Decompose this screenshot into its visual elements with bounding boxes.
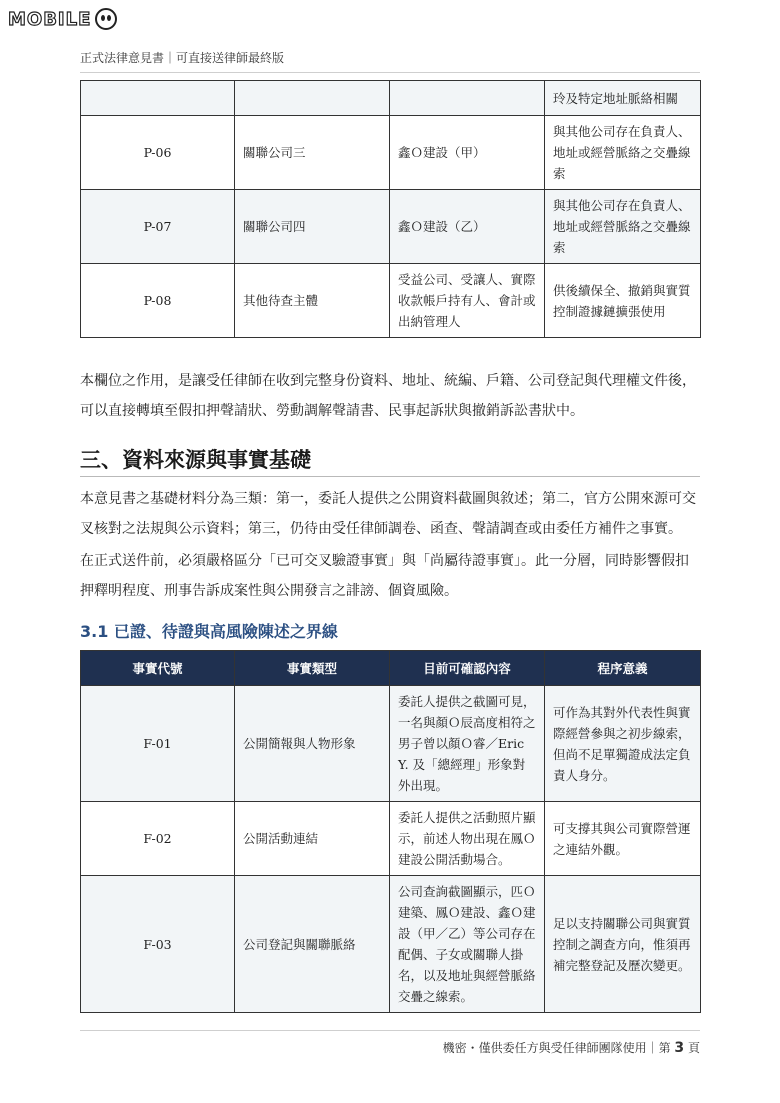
table-cell: F-03 xyxy=(81,876,235,1013)
table-cell: P-06 xyxy=(81,116,235,190)
party-table-continued xyxy=(80,80,701,338)
table-cell: 足以支持關聯公司與實質控制之調查方向，惟須再補完整登記及歷次變更。 xyxy=(545,876,701,1013)
table-cell: 可支撐其與公司實際營運之連結外觀。 xyxy=(545,802,701,876)
mobile01-logo xyxy=(8,6,117,32)
section-divider xyxy=(80,476,700,477)
table-row xyxy=(81,264,701,338)
table-cell: F-02 xyxy=(81,802,235,876)
subsection-heading: 3.1 已證、待證與高風險陳述之界線 xyxy=(80,622,338,641)
column-header: 事實類型 xyxy=(235,651,390,686)
section-heading: 三、資料來源與事實基礎 xyxy=(80,448,311,472)
table-cell: 委託人提供之活動照片顯示，前述人物出現在鳳Ｏ建設公開活動場合。 xyxy=(390,802,545,876)
table-cell: 玲及特定地址脈絡相關 xyxy=(545,81,701,116)
table-cell: 供後續保全、撤銷與實質控制證據鏈擴張使用 xyxy=(545,264,701,338)
column-header: 事實代號 xyxy=(81,651,235,686)
table-cell: 受益公司、受讓人、實際收款帳戶持有人、會計或出納管理人 xyxy=(390,264,545,338)
footer-suffix: 頁 xyxy=(687,1041,700,1055)
logo-text: MOBILE xyxy=(8,8,92,30)
table-cell: F-01 xyxy=(81,686,235,802)
table-row xyxy=(81,116,701,190)
table-cell: 公開簡報與人物形象 xyxy=(235,686,390,802)
column-header: 程序意義 xyxy=(545,651,701,686)
footer-divider xyxy=(80,1030,700,1031)
table-cell: 鑫Ｏ建設（甲） xyxy=(390,116,545,190)
table-cell xyxy=(81,81,235,116)
table-cell: 可作為其對外代表性與實際經營參與之初步線索，但尚不足單獨證成法定負責人身分。 xyxy=(545,686,701,802)
footer-text: 機密・僅供委任方與受任律師團隊使用｜第 xyxy=(442,1041,671,1055)
table-cell: 公司登記與關聯脈絡 xyxy=(235,876,390,1013)
table-header-row xyxy=(81,651,701,686)
table-cell: 與其他公司存在負責人、地址或經營脈絡之交疊線索 xyxy=(545,190,701,264)
table-cell: 與其他公司存在負責人、地址或經營脈絡之交疊線索 xyxy=(545,116,701,190)
table-row xyxy=(81,686,701,802)
paragraph: 在正式送件前，必須嚴格區分「已可交叉驗證事實」與「尚屬待證事實」。此一分層，同時影響假扣押釋明程度、刑事告訴成案性與公開發言之誹謗、個資風險。 xyxy=(80,553,689,599)
table-cell xyxy=(235,81,390,116)
table-cell: 公司查詢截圖顯示，匹Ｏ建築、鳳Ｏ建設、鑫Ｏ建設（甲／乙）等公司存在配偶、子女或關聯人掛名，以及地址與經營脈絡交疊之線索。 xyxy=(390,876,545,1013)
paragraph: 本欄位之作用，是讓受任律師在收到完整身份資料、地址、統編、戶籍、公司登記與代理權文件後，可以直接轉填至假扣押聲請狀、勞動調解聲請書、民事起訴狀與撤銷訴訟書狀中。 xyxy=(80,373,696,419)
table-cell: 其他待查主體 xyxy=(235,264,390,338)
header-divider xyxy=(80,72,700,73)
table-cell: 關聯公司四 xyxy=(235,190,390,264)
table-cell: 關聯公司三 xyxy=(235,116,390,190)
table-row xyxy=(81,802,701,876)
table-row xyxy=(81,876,701,1013)
table-cell: P-07 xyxy=(81,190,235,264)
table-cell: P-08 xyxy=(81,264,235,338)
table-cell: 委託人提供之截圖可見，一名與顏Ｏ辰高度相符之男子曾以顏Ｏ睿／Eric Y. 及「總經理」形象對外出現。 xyxy=(390,686,545,802)
page-footer xyxy=(443,1039,700,1056)
table-cell xyxy=(390,81,545,116)
logo-face-icon xyxy=(95,8,117,30)
table-cell: 公開活動連結 xyxy=(235,802,390,876)
paragraph: 本意見書之基礎材料分為三類：第一，委託人提供之公開資料截圖與敘述；第二，官方公開來源可交叉核對之法規與公示資料；第三，仍待由受任律師調卷、函查、聲請調查或由委任方補件之事實。 xyxy=(80,491,696,537)
page-header: 正式法律意見書｜可直接送律師最終版 xyxy=(80,51,285,65)
page-number: 3 xyxy=(674,1040,685,1056)
table-row xyxy=(81,81,701,116)
table-row xyxy=(81,190,701,264)
column-header: 目前可確認內容 xyxy=(390,651,545,686)
facts-table xyxy=(80,650,701,1013)
table-cell: 鑫Ｏ建設（乙） xyxy=(390,190,545,264)
